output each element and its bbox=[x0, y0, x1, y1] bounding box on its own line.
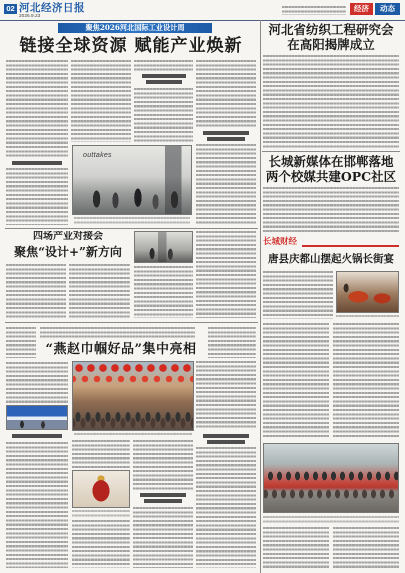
body-text-column bbox=[40, 327, 195, 340]
photo-matchmaking-session bbox=[134, 231, 193, 263]
subheading bbox=[142, 74, 186, 78]
section-divider bbox=[262, 151, 400, 152]
section-tab-news: 动态 bbox=[375, 3, 400, 15]
photo-design-exhibition bbox=[72, 145, 192, 215]
photo-sign-lettering: outtakes bbox=[83, 152, 112, 159]
body-text-column bbox=[263, 187, 399, 232]
body-text-column bbox=[69, 264, 130, 318]
body-text-column bbox=[196, 231, 256, 318]
story-3-headline-line1: 河北省纺织工程研究会 bbox=[268, 22, 394, 37]
photo-product bbox=[72, 470, 130, 508]
subheading bbox=[144, 499, 182, 503]
body-text-column bbox=[263, 271, 333, 319]
story-5-headline: “燕赵巾帼好品”集中亮相 bbox=[45, 342, 197, 357]
subheading bbox=[146, 80, 182, 84]
body-text-column bbox=[72, 440, 130, 468]
photo-caption bbox=[74, 217, 190, 225]
photo-street-banquet bbox=[263, 443, 399, 513]
editor-credits-text bbox=[282, 6, 346, 15]
body-text-column bbox=[196, 361, 256, 430]
subheading bbox=[203, 131, 249, 135]
body-text-column bbox=[208, 327, 256, 358]
body-text-column bbox=[134, 266, 193, 318]
header-rule bbox=[0, 20, 405, 21]
story-4-headline-line2: 两个校媒共建OPC社区 bbox=[265, 169, 397, 184]
main-story-headline: 链接全球资源 赋能产业焕新 bbox=[19, 36, 243, 56]
subheading bbox=[140, 493, 186, 497]
issue-date: 2026.9.23 bbox=[19, 14, 41, 19]
story-3-headline-line2: 在高阳揭牌成立 bbox=[287, 37, 375, 52]
finance-story-headline: 唐县庆都山摆起火锅长街宴 bbox=[268, 253, 394, 265]
story-2-headline-main: 聚焦“设计+”新方向 bbox=[14, 245, 122, 259]
body-text-column bbox=[6, 327, 36, 358]
body-text-column bbox=[6, 60, 68, 158]
photo-market-lanterns bbox=[72, 361, 194, 431]
body-text-column bbox=[134, 60, 193, 71]
photo-caption bbox=[336, 315, 399, 319]
body-text-column bbox=[133, 507, 193, 568]
body-text-column bbox=[263, 55, 399, 148]
body-text-column bbox=[196, 144, 256, 225]
photo-caption bbox=[74, 433, 192, 437]
body-text-column bbox=[6, 442, 68, 568]
body-text-column bbox=[134, 88, 193, 142]
finance-section-rule bbox=[302, 245, 399, 247]
section-tab-economy: 经济 bbox=[350, 3, 373, 15]
finance-section-label: 长城财经 bbox=[263, 237, 298, 247]
story-2-headline-top: 四场产业对接会 bbox=[33, 231, 103, 242]
masthead-logo: 河北经济日报 bbox=[19, 2, 85, 14]
body-text-column bbox=[6, 264, 66, 318]
section-divider bbox=[5, 228, 258, 229]
body-text-column bbox=[72, 520, 130, 568]
section-divider bbox=[5, 322, 258, 323]
subheading bbox=[12, 161, 62, 165]
column-divider bbox=[260, 20, 261, 573]
body-text-column bbox=[333, 323, 399, 439]
body-text-column bbox=[333, 527, 399, 568]
subheading bbox=[12, 434, 62, 438]
subheading bbox=[207, 440, 245, 444]
photo-caption bbox=[263, 516, 399, 524]
body-text-column bbox=[263, 527, 329, 568]
body-text-column bbox=[6, 362, 68, 403]
subheading bbox=[203, 434, 249, 438]
photo-hotpot bbox=[336, 271, 399, 313]
subheading bbox=[207, 137, 245, 141]
body-text-column bbox=[71, 60, 131, 142]
body-text-column bbox=[6, 168, 68, 225]
photo-caption bbox=[72, 510, 130, 518]
body-text-column bbox=[263, 323, 329, 439]
page-number: 02 bbox=[4, 4, 17, 14]
body-text-column bbox=[196, 60, 256, 128]
main-story-kicker-band: 聚焦2026河北国际工业设计周 bbox=[58, 23, 212, 33]
body-text-column bbox=[196, 447, 256, 568]
body-text-column bbox=[133, 440, 193, 490]
story-4-headline-line1: 长城新媒体在邯郸落地 bbox=[268, 154, 394, 169]
photo-event-banner bbox=[6, 405, 68, 430]
